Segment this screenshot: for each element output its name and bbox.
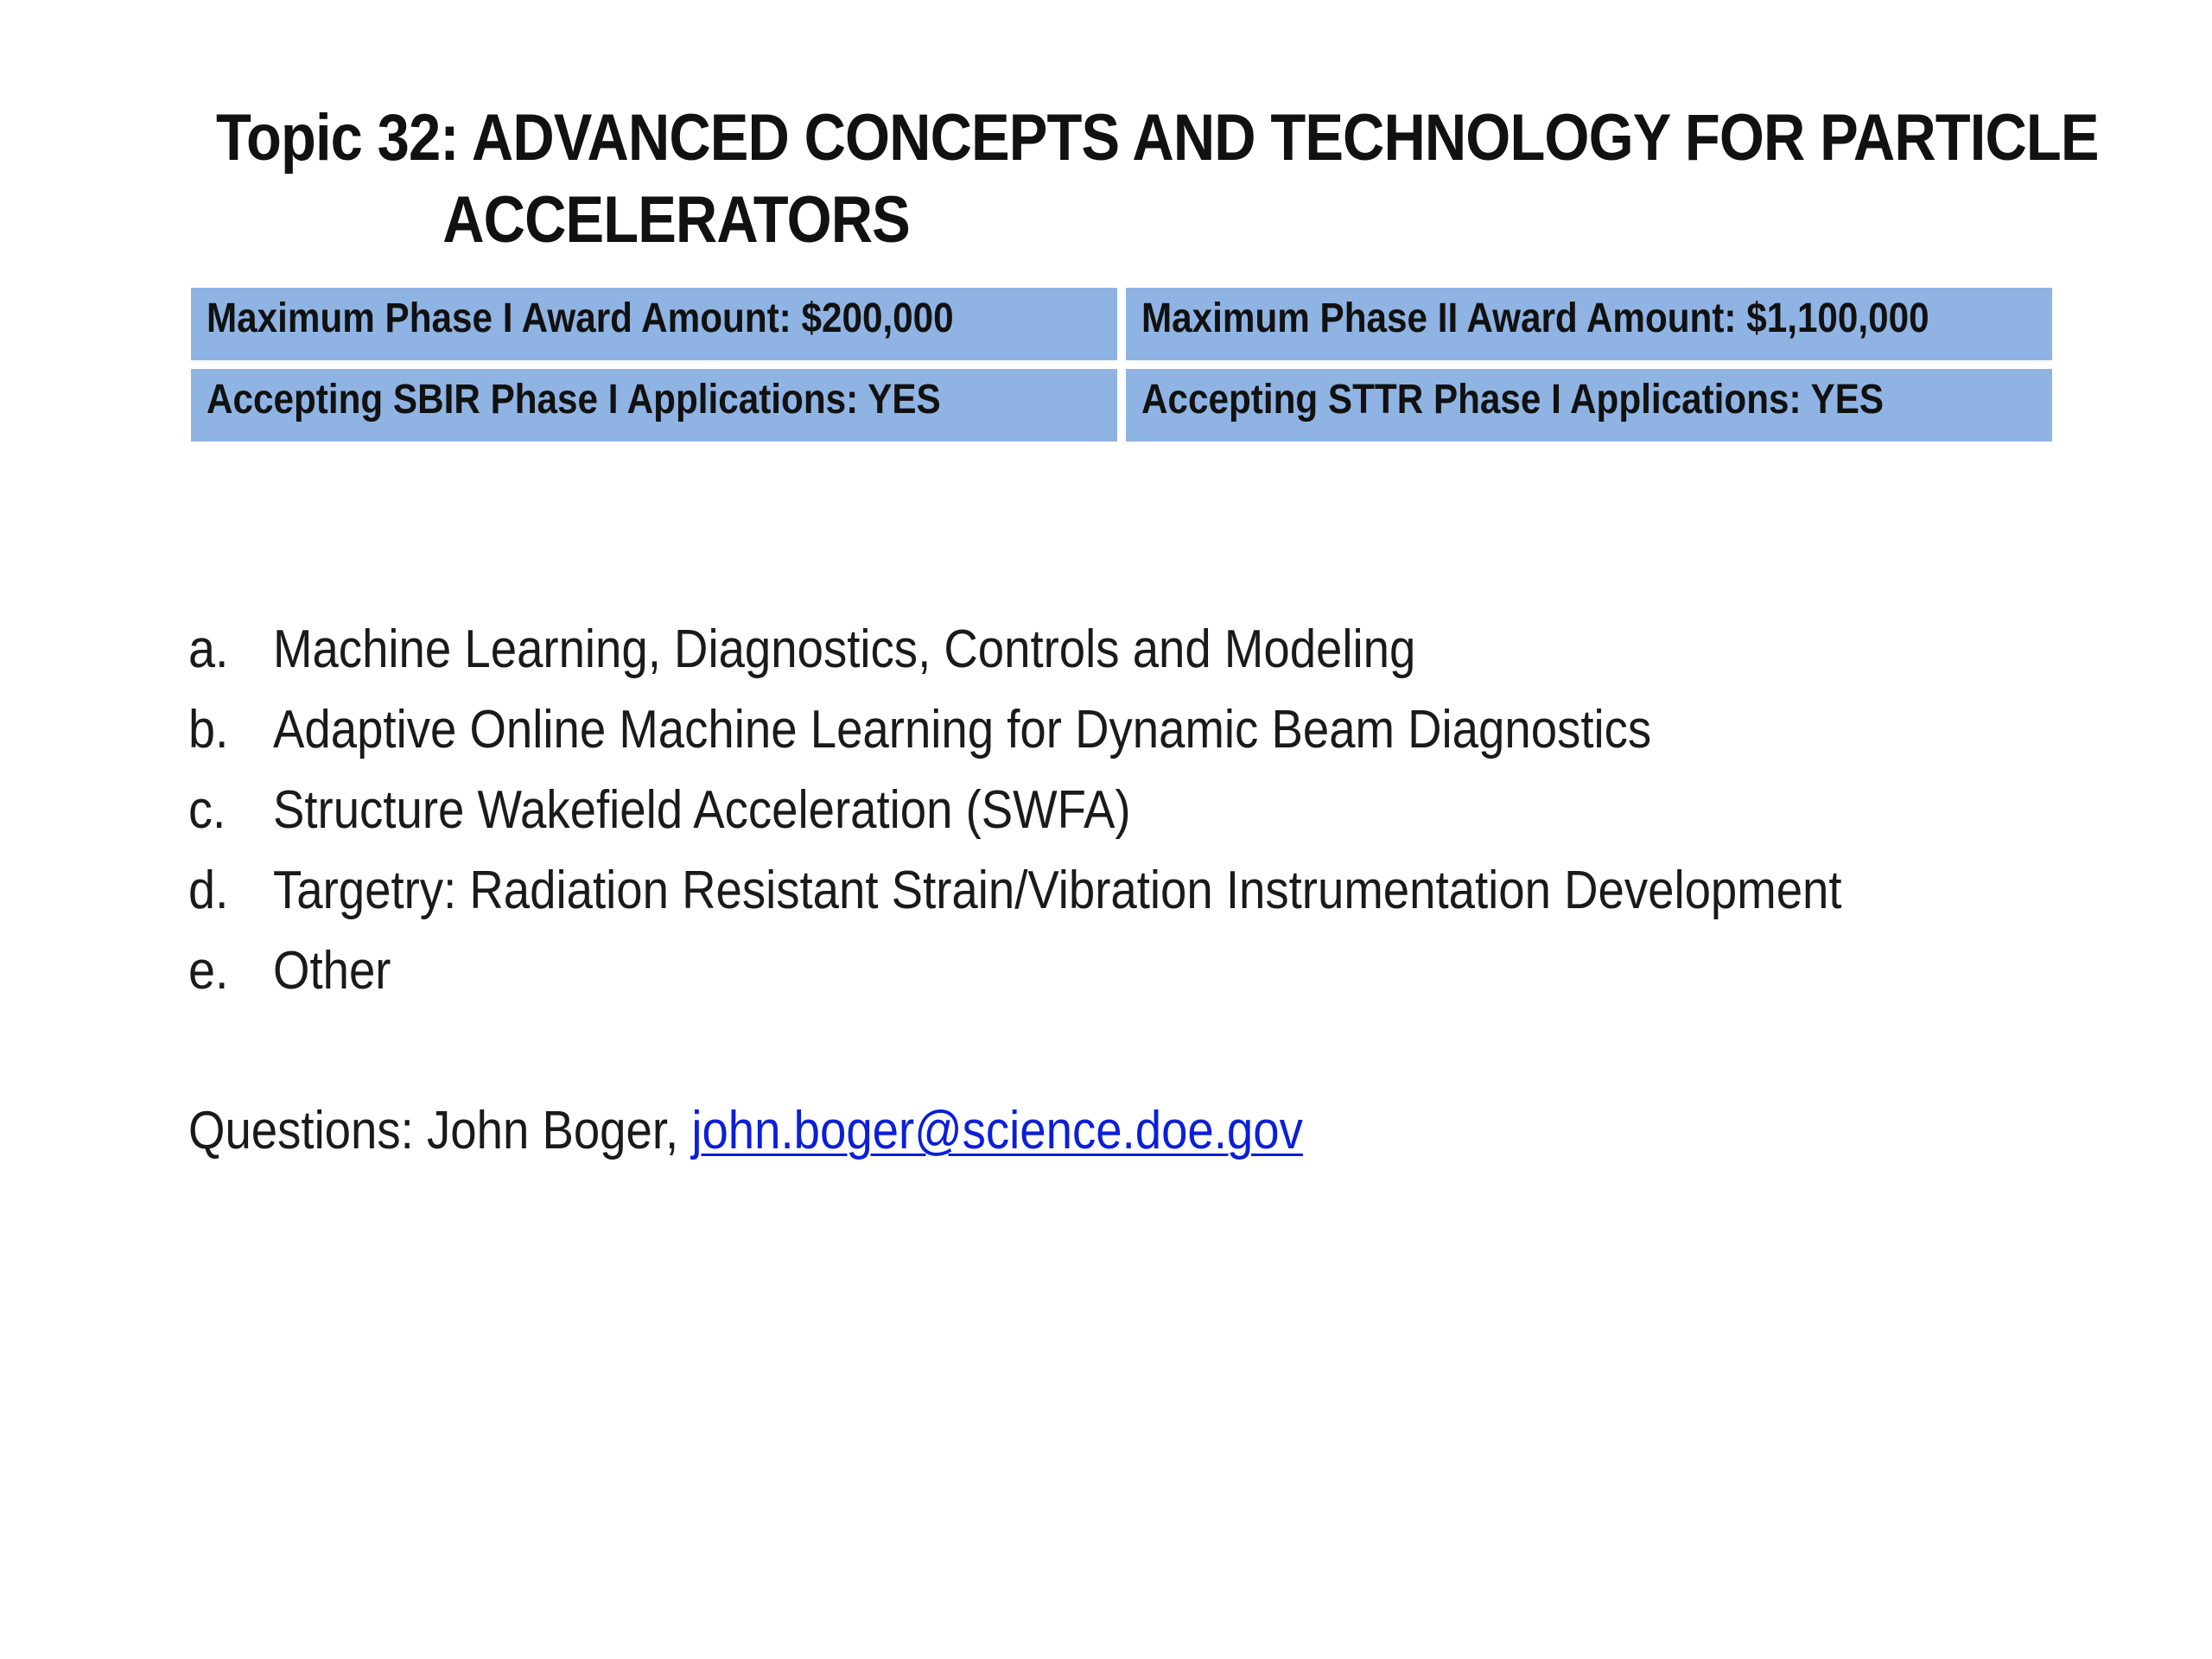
list-item-text: Structure Wakefield Acceleration (SWFA) [273,780,1131,840]
questions-contact-text: Questions: John Boger, [188,1101,692,1160]
list-item [188,690,2056,770]
list-item-letter: c. [188,780,226,840]
award-row-amounts [187,283,2056,365]
questions-line [188,1090,1303,1171]
page-title [216,97,2099,261]
list-item [188,609,2056,690]
phase-2-award-cell [1122,283,2056,365]
list-item [188,850,2056,931]
phase-1-award-cell [187,283,1122,365]
list-item-letter: e. [188,941,229,1001]
list-item-text: Targetry: Radiation Resistant Strain/Vibration Instrumentation Development [273,861,1842,920]
list-item-letter: d. [188,861,229,920]
list-item-text: Machine Learning, Diagnostics, Controls and Modeling [273,620,1416,679]
award-row-applications [187,365,2056,446]
title-line-1: Topic 32: ADVANCED CONCEPTS AND TECHNOLOGY FOR PARTICLE [216,101,2099,175]
sbir-applications-text: Accepting SBIR Phase I Applications: YES [207,377,941,423]
contact-email-link[interactable]: john.boger@science.doe.gov [691,1101,1303,1160]
list-item [188,770,2056,850]
list-item-text: Adaptive Online Machine Learning for Dynamic Beam Diagnostics [273,700,1652,760]
award-table [187,283,2056,446]
list-item [188,931,2056,1011]
sttr-applications-text: Accepting STTR Phase I Applications: YES [1141,377,1885,423]
title-line-2: ACCELERATORS [442,183,910,257]
subtopic-list [188,609,2056,1011]
list-item-text: Other [273,941,391,1001]
phase-2-award-text: Maximum Phase II Award Amount: $1,100,000 [1141,296,1929,341]
sbir-applications-cell [187,365,1122,446]
phase-1-award-text: Maximum Phase I Award Amount: $200,000 [207,296,954,341]
list-item-letter: a. [188,620,229,679]
list-item-letter: b. [188,700,229,760]
sttr-applications-cell [1122,365,2056,446]
